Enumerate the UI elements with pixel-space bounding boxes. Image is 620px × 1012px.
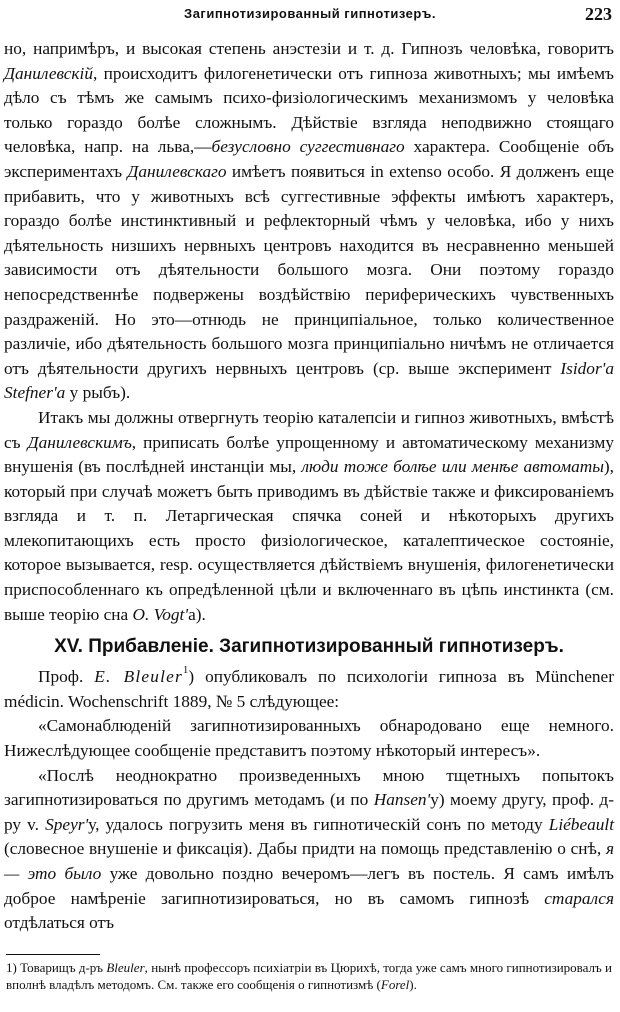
- text-run: (словесное внушеніе и фиксація). Дабы придти на помощь представленію о снѣ,: [4, 839, 606, 859]
- italic-name: Bleuler: [106, 960, 145, 975]
- italic-name: Данилевскимъ: [27, 432, 132, 452]
- text-run: , приписать болѣе упрощенному и автоматическому механизму внушенія (въ послѣдней инстанціи мы,: [4, 432, 614, 477]
- footnote-divider: [6, 954, 100, 955]
- footnote: [6, 960, 612, 993]
- text-run: имѣетъ появиться in extenso особо. Я долженъ еще прибавить, что у животныхъ всѣ суггестивные эффекты имѣютъ характеръ, гораздо болѣе инстинктивный и рефлекторный чѣмъ у человѣка, ибо у нихъ дѣятельность низшихъ нервныхъ центровъ находится въ несравненно меньшей зависимости отъ дѣятельности большого мозга. Они поэтому гораздо непосредственнѣе подвержены воздѣйствію периферическихъ чувственныхъ раздраженій. Но это—отнюдь не принципіальное, только количественное различіе, ибо дѣятельность большого мозга принципіально ничѣмъ не отличается отъ дѣятельности другихъ нервныхъ центровъ (ср. выше эксперимент: [4, 161, 614, 378]
- text-run: , происходитъ филогенетически отъ гипноза животныхъ; мы имѣемъ дѣло съ тѣмъ же самымъ психо-физіологическимъ механизмомъ у человѣка только гораздо болѣе сложнымъ. Дѣйствіе взгляда неподвижно стоящаго человѣка, напр. на льва,—: [4, 63, 614, 157]
- text-run: 1) Товарищъ д-ръ: [6, 960, 107, 975]
- text-run: у, удалось погрузить меня въ гипнотическій сонъ по методу: [88, 814, 549, 834]
- text-run: характера. Сообщеніе объ экспериментахъ: [4, 137, 614, 181]
- text-run: a).: [188, 604, 206, 624]
- paragraph-quote-1: «Самонаблюденій загипнотизированныхъ обнародовано еще немного. Нижеслѣдующее сообщеніе представитъ поэтому нѣкоторый интересъ».: [4, 716, 614, 761]
- italic-name: E. Bleuler: [94, 667, 183, 687]
- text-run: но, напримѣръ, и высокая степень анэстезіи и т. д. Гипнозъ человѣка, говоритъ: [4, 39, 614, 58]
- italic-name: O. Vogt': [132, 604, 189, 624]
- italic-name: Isidor'a Stefner'a: [4, 358, 614, 403]
- paragraph-conclusion: [4, 406, 614, 627]
- footnote-ref[interactable]: 1: [182, 664, 189, 677]
- text-run: ) опубликовалъ по психологіи гипноза въ Münchener médicin. Wochenschrift 1889, № 5 слѣдующее:: [4, 667, 614, 711]
- text-run: ), который при случаѣ можетъ быть приводимъ въ дѣйствіе также и фиксированіемъ взгляда и т. п. Летаргическая спячка соней и нѣкоторыхъ другихъ млекопитающихъ есть просто физіологическое, каталептическое состояніе, которое вызывается, resp. осуществляется дѣйствіемъ внушенія, филогенетически приспособленнаго къ опредѣленной цѣли и включеннаго въ цѣпь инстинкта (см. выше теорію сна: [4, 457, 614, 624]
- italic-word: старался: [544, 888, 614, 908]
- text-run: уже довольно поздно вечеромъ—легъ въ постель. Я самъ имѣлъ доброе намѣреніе загипнотизироваться, но въ самомъ гипнозѣ: [4, 864, 614, 908]
- paragraph-intro: [4, 665, 614, 714]
- running-head: [0, 4, 620, 26]
- text-run: , нынѣ профессоръ психіатріи въ Цюрихѣ, тогда уже самъ много гипнотизировалъ и вполнѣ владѣлъ методомъ. См. также его сообщенія о гипнотизмѣ (: [6, 960, 613, 992]
- text-run: отдѣлаться отъ: [4, 913, 115, 933]
- italic-name: Данилевскій: [4, 63, 93, 83]
- running-head-title: Загипнотизированный гипнотизеръ.: [184, 6, 436, 21]
- paragraph-continued: [4, 37, 614, 406]
- text-run: у) моему другу, проф. д-ру v.: [4, 790, 614, 834]
- body-text: [4, 37, 614, 936]
- italic-phrase: я — это было: [4, 839, 614, 883]
- italic-phrase: люди тоже болѣе или менѣе автоматы: [301, 457, 604, 477]
- italic-name: Данилевскаго: [127, 161, 227, 181]
- paragraph-quote-2: [4, 764, 614, 936]
- text-run: «Послѣ неоднократно произведенныхъ мною тщетныхъ попытокъ загипнотизироваться по другимъ методамъ (и по: [4, 765, 614, 810]
- italic-name: Forel: [380, 976, 410, 992]
- text-run: ).: [409, 976, 417, 992]
- italic-name: Hansen': [373, 790, 431, 810]
- page-number: 223: [585, 4, 612, 24]
- italic-name: Speyr': [45, 814, 89, 834]
- section-heading: XV. Прибавленіе. Загипнотизированный гипнотизеръ.: [54, 636, 564, 658]
- text-run: Итакъ мы должны отвергнуть теорію каталепсіи и гипноз животныхъ, вмѣстѣ съ: [4, 407, 614, 452]
- text-run: Проф.: [38, 667, 95, 687]
- italic-name: Liébeault: [548, 814, 614, 834]
- text-run: у рыбъ).: [65, 383, 131, 403]
- italic-phrase: безусловно суггестивнаго: [211, 137, 405, 157]
